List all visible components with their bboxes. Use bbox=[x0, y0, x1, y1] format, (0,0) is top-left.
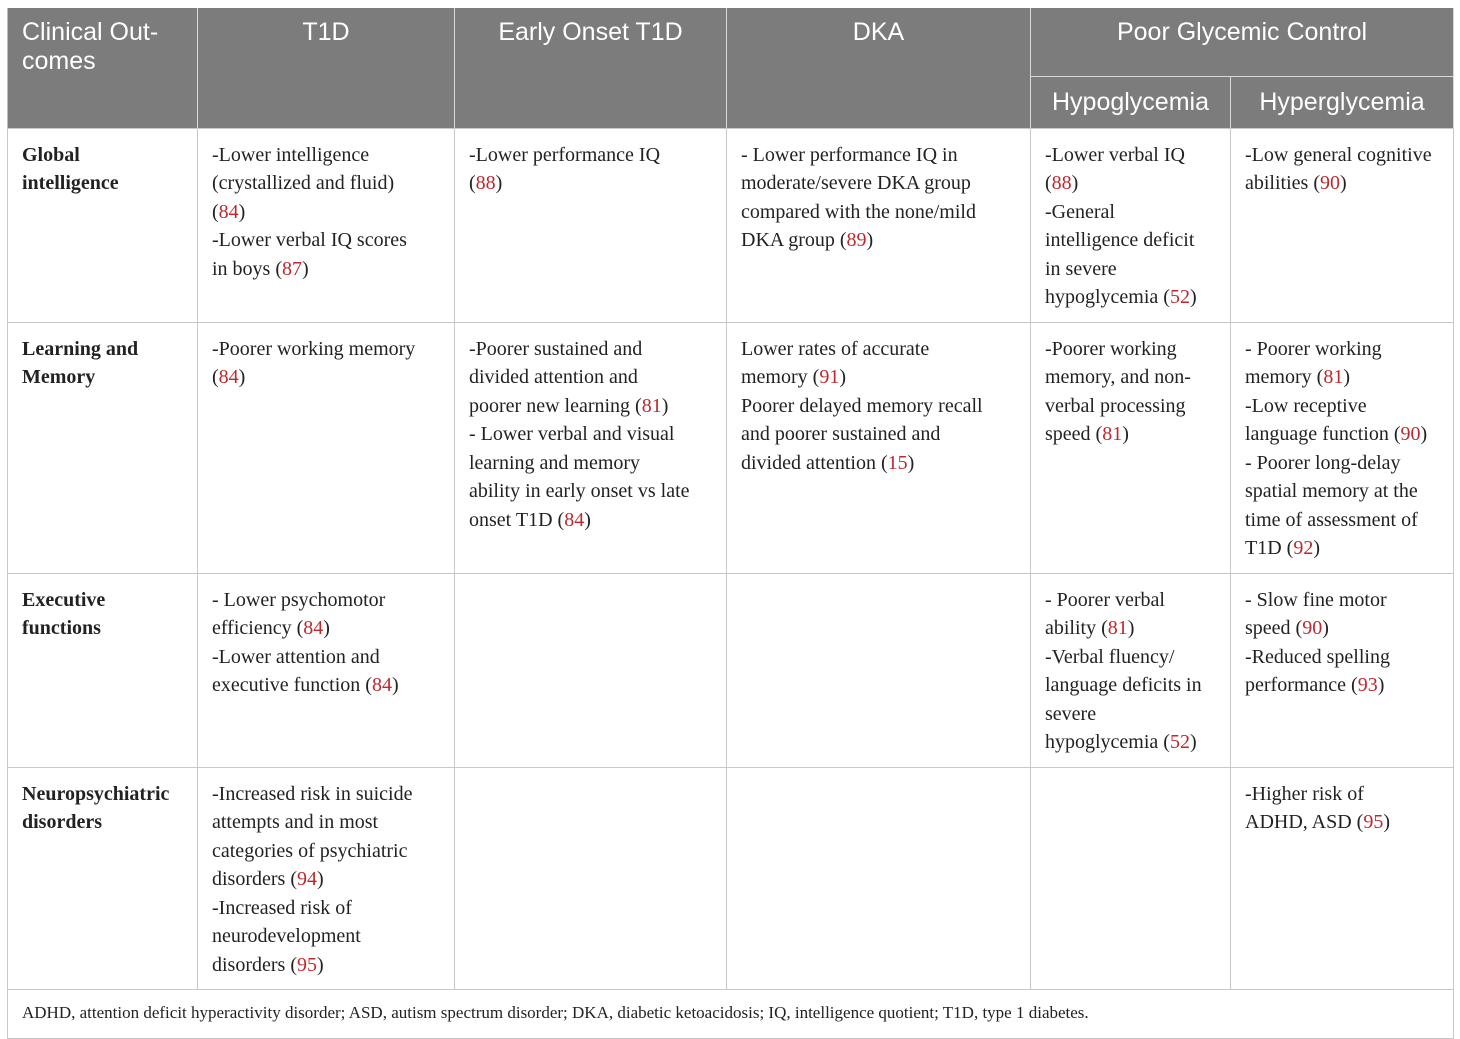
table-row bbox=[8, 322, 1454, 573]
cell-text: severe bbox=[1045, 702, 1097, 725]
cell-line bbox=[1245, 449, 1443, 478]
cell-text: time of assessment of bbox=[1245, 508, 1418, 531]
table-footnote: ADHD, attention deficit hyperactivity disorder; ASD, autism spectrum disorder; DKA, diabetic ketoacidosis; IQ, intelligence quotient; T1D, type 1 diabetes. bbox=[8, 990, 1454, 1039]
cell-line bbox=[1245, 141, 1443, 170]
row-label-line: disorders bbox=[22, 811, 102, 833]
cell-text: onset T1D ( bbox=[469, 508, 565, 531]
cell-text: compared with the none/mild bbox=[741, 200, 976, 223]
table-row bbox=[8, 767, 1454, 990]
cell-line bbox=[1245, 780, 1443, 809]
cell-text: spatial memory at the bbox=[1245, 480, 1418, 502]
cell-text: ) bbox=[1122, 423, 1129, 445]
header-hyperglycemia: Hyperglycemia bbox=[1231, 76, 1454, 128]
cell-line bbox=[212, 363, 444, 392]
cell-text: disorders ( bbox=[212, 953, 297, 976]
cell-text: ( bbox=[212, 200, 219, 223]
cell-line bbox=[1045, 283, 1220, 312]
cell-line bbox=[1245, 671, 1443, 700]
cell-hyperglycemia bbox=[1231, 573, 1454, 767]
cell-early-onset-t1d bbox=[455, 128, 727, 322]
citation-link[interactable]: 88 bbox=[475, 172, 496, 194]
cell-text: ) bbox=[661, 394, 669, 417]
cell-line bbox=[1245, 643, 1443, 672]
cell-line bbox=[741, 169, 1020, 198]
citation-link[interactable]: 81 bbox=[641, 394, 662, 417]
citation-link[interactable]: 81 bbox=[1102, 423, 1123, 445]
cell-line bbox=[469, 335, 716, 364]
cell-line bbox=[469, 392, 716, 421]
cell-text: language deficits in bbox=[1045, 674, 1202, 696]
citation-link[interactable]: 87 bbox=[282, 257, 302, 280]
header-t1d: T1D bbox=[198, 8, 455, 76]
cell-text: -Increased risk in suicide bbox=[212, 782, 413, 805]
cell-hyperglycemia bbox=[1231, 322, 1454, 573]
cell-line bbox=[1045, 728, 1220, 757]
cell-text: speed ( bbox=[1245, 617, 1303, 639]
cell-text: ) bbox=[495, 172, 503, 194]
cell-text: -General bbox=[1045, 200, 1115, 223]
cell-text: language function ( bbox=[1245, 423, 1401, 445]
cell-line bbox=[212, 922, 444, 951]
cell-hypoglycemia bbox=[1031, 767, 1231, 990]
cell-line bbox=[1045, 643, 1220, 672]
cell-line bbox=[212, 951, 444, 980]
cell-line bbox=[1045, 169, 1220, 198]
cell-text: ) bbox=[1189, 286, 1197, 308]
cell-text: -Verbal fluency/ bbox=[1045, 645, 1175, 668]
cell-text: hypoglycemia ( bbox=[1045, 286, 1170, 308]
header-hypoglycemia: Hypoglycemia bbox=[1031, 76, 1231, 128]
cell-line bbox=[741, 226, 1020, 255]
cell-text: ( bbox=[1045, 172, 1052, 194]
cell-early-onset-t1d bbox=[455, 767, 727, 990]
cell-line bbox=[741, 198, 1020, 227]
cell-text: speed ( bbox=[1045, 423, 1103, 445]
cell-hyperglycemia bbox=[1231, 767, 1454, 990]
cell-text: in severe bbox=[1045, 257, 1117, 280]
citation-link[interactable]: 84 bbox=[303, 617, 324, 639]
cell-text: DKA group ( bbox=[741, 229, 847, 251]
cell-text: ) bbox=[907, 451, 915, 474]
cell-text: memory ( bbox=[1245, 366, 1324, 388]
cell-hypoglycemia bbox=[1031, 128, 1231, 322]
cell-line bbox=[741, 363, 1020, 392]
row-label-line: functions bbox=[22, 617, 101, 639]
citation-link[interactable]: 15 bbox=[887, 451, 908, 474]
cell-line bbox=[212, 780, 444, 809]
cell-line bbox=[1245, 169, 1443, 198]
cell-text: ) bbox=[1343, 366, 1350, 388]
cell-text: neurodevelopment bbox=[212, 925, 361, 947]
cell-text: ) bbox=[316, 953, 324, 976]
citation-link[interactable]: 90 bbox=[1400, 423, 1421, 445]
cell-text: ) bbox=[1127, 617, 1135, 639]
table-row bbox=[8, 128, 1454, 322]
cell-text: ) bbox=[1383, 811, 1391, 833]
cell-text: hypoglycemia ( bbox=[1045, 731, 1170, 753]
cell-text: T1D ( bbox=[1245, 537, 1294, 559]
cell-line bbox=[1245, 335, 1443, 364]
citation-link[interactable]: 90 bbox=[1319, 172, 1340, 194]
header-empty-3 bbox=[727, 76, 1031, 128]
cell-text: -Increased risk of bbox=[212, 896, 352, 919]
cell-line bbox=[1045, 335, 1220, 364]
cell-text: -Lower attention and bbox=[212, 645, 380, 668]
citation-link[interactable]: 90 bbox=[1302, 617, 1323, 639]
cell-line bbox=[212, 643, 444, 672]
cell-text: -Lower intelligence bbox=[212, 143, 370, 166]
cell-line bbox=[469, 477, 716, 506]
cell-line bbox=[1045, 586, 1220, 615]
cell-line bbox=[469, 420, 716, 449]
cell-line bbox=[1245, 534, 1443, 563]
cell-line bbox=[469, 506, 716, 535]
row-label bbox=[8, 128, 198, 322]
cell-line bbox=[212, 808, 444, 837]
cell-text: divided attention and bbox=[469, 366, 638, 388]
cell-dka bbox=[727, 767, 1031, 990]
cell-line bbox=[212, 169, 444, 198]
cell-t1d bbox=[198, 128, 455, 322]
cell-line bbox=[1045, 700, 1220, 729]
row-label bbox=[8, 767, 198, 990]
cell-text: ) bbox=[1071, 172, 1079, 194]
cell-text: -Lower verbal IQ bbox=[1045, 143, 1185, 166]
cell-line bbox=[212, 141, 444, 170]
cell-text: intelligence deficit bbox=[1045, 229, 1195, 251]
citation-link[interactable]: 84 bbox=[218, 366, 239, 388]
cell-text: Lower rates of accurate bbox=[741, 337, 930, 360]
cell-text: memory ( bbox=[741, 366, 820, 388]
cell-text: divided attention ( bbox=[741, 451, 888, 474]
cell-line bbox=[212, 335, 444, 364]
cell-t1d bbox=[198, 573, 455, 767]
cell-line bbox=[1245, 808, 1443, 837]
cell-dka bbox=[727, 573, 1031, 767]
cell-text: -Low receptive bbox=[1245, 394, 1367, 417]
row-label-line: Executive bbox=[22, 588, 106, 611]
row-label-line: Global bbox=[22, 143, 80, 166]
cell-line bbox=[212, 226, 444, 255]
cell-text: poorer new learning ( bbox=[469, 394, 642, 417]
cell-line bbox=[1045, 614, 1220, 643]
row-label-line: Memory bbox=[22, 366, 96, 388]
cell-text: ) bbox=[866, 229, 874, 251]
cell-line bbox=[1245, 392, 1443, 421]
cell-text: - Lower verbal and visual bbox=[469, 423, 675, 445]
cell-line bbox=[1045, 363, 1220, 392]
cell-line bbox=[1245, 586, 1443, 615]
cell-text: -Poorer working bbox=[1045, 337, 1177, 360]
cell-text: ADHD, ASD ( bbox=[1245, 811, 1364, 833]
cell-line bbox=[1045, 255, 1220, 284]
citation-link[interactable]: 93 bbox=[1357, 674, 1378, 696]
cell-line bbox=[741, 420, 1020, 449]
cell-hyperglycemia bbox=[1231, 128, 1454, 322]
citation-link[interactable]: 95 bbox=[1363, 811, 1384, 833]
cell-text: ) bbox=[584, 508, 591, 531]
cell-dka bbox=[727, 322, 1031, 573]
cell-text: - Lower psychomotor bbox=[212, 588, 386, 611]
cell-text: in boys ( bbox=[212, 257, 282, 280]
cell-line bbox=[469, 363, 716, 392]
cell-text: -Higher risk of bbox=[1245, 782, 1364, 805]
citation-link[interactable]: 95 bbox=[296, 953, 317, 976]
citation-link[interactable]: 89 bbox=[846, 229, 867, 251]
citation-link[interactable]: 52 bbox=[1169, 286, 1190, 308]
cell-text: - Slow fine motor bbox=[1245, 588, 1387, 611]
row-label-line: Neuropsychiatric bbox=[22, 782, 170, 805]
cell-text: categories of psychiatric bbox=[212, 839, 408, 862]
outcomes-table-container bbox=[7, 8, 1453, 1039]
cell-hypoglycemia bbox=[1031, 573, 1231, 767]
cell-text: memory, and non- bbox=[1045, 366, 1191, 388]
cell-text: ) bbox=[1189, 731, 1197, 753]
cell-text: - Poorer verbal bbox=[1045, 588, 1165, 611]
cell-text: ) bbox=[1377, 674, 1385, 696]
header-empty-1 bbox=[198, 76, 455, 128]
cell-early-onset-t1d bbox=[455, 322, 727, 573]
cell-text: verbal processing bbox=[1045, 394, 1186, 417]
cell-text: -Poorer sustained and bbox=[469, 337, 643, 360]
cell-early-onset-t1d bbox=[455, 573, 727, 767]
cell-text: -Lower verbal IQ scores bbox=[212, 229, 407, 251]
cell-line bbox=[1045, 198, 1220, 227]
citation-link[interactable]: 88 bbox=[1051, 172, 1072, 194]
row-label-line: intelligence bbox=[22, 172, 119, 194]
header-dka: DKA bbox=[727, 8, 1031, 76]
cell-line bbox=[1045, 420, 1220, 449]
cell-line bbox=[741, 392, 1020, 421]
cell-text: ability in early onset vs late bbox=[469, 480, 690, 502]
cell-text: abilities ( bbox=[1245, 172, 1320, 194]
cell-text: learning and memory bbox=[469, 451, 641, 474]
citation-link[interactable]: 84 bbox=[564, 508, 585, 531]
cell-text: ) bbox=[1339, 172, 1347, 194]
clinical-outcomes-table bbox=[7, 8, 1454, 1039]
cell-line bbox=[212, 894, 444, 923]
row-label bbox=[8, 322, 198, 573]
citation-link[interactable]: 84 bbox=[218, 200, 239, 223]
cell-line bbox=[469, 449, 716, 478]
cell-line bbox=[1245, 506, 1443, 535]
cell-line bbox=[469, 141, 716, 170]
cell-line bbox=[212, 837, 444, 866]
cell-text: performance ( bbox=[1245, 674, 1358, 696]
citation-link[interactable]: 91 bbox=[819, 366, 840, 388]
cell-line bbox=[212, 671, 444, 700]
header-early-onset-t1d: Early Onset T1D bbox=[455, 8, 727, 76]
cell-line bbox=[469, 169, 716, 198]
header-empty-0 bbox=[8, 76, 198, 128]
cell-t1d bbox=[198, 322, 455, 573]
cell-text: ( bbox=[469, 172, 476, 194]
cell-line bbox=[1045, 671, 1220, 700]
cell-line bbox=[212, 865, 444, 894]
cell-text: ) bbox=[238, 200, 246, 223]
cell-text: ) bbox=[391, 674, 399, 696]
cell-text: ( bbox=[212, 366, 219, 388]
cell-text: ) bbox=[238, 366, 246, 388]
cell-line bbox=[741, 141, 1020, 170]
cell-text: ) bbox=[323, 617, 330, 639]
citation-link[interactable]: 84 bbox=[371, 674, 392, 696]
cell-line bbox=[1245, 614, 1443, 643]
cell-line bbox=[1245, 363, 1443, 392]
cell-line bbox=[741, 449, 1020, 478]
cell-text: and poorer sustained and bbox=[741, 423, 941, 445]
cell-text: -Lower performance IQ bbox=[469, 143, 661, 166]
cell-text: Poorer delayed memory recall bbox=[741, 394, 983, 417]
cell-t1d bbox=[198, 767, 455, 990]
citation-link[interactable]: 52 bbox=[1169, 731, 1190, 753]
citation-link[interactable]: 81 bbox=[1107, 617, 1128, 639]
cell-line bbox=[1245, 420, 1443, 449]
cell-line bbox=[212, 586, 444, 615]
row-label-line: Learning and bbox=[22, 337, 139, 360]
cell-text: ) bbox=[316, 868, 324, 890]
cell-text: moderate/severe DKA group bbox=[741, 172, 971, 194]
citation-link[interactable]: 92 bbox=[1293, 537, 1314, 559]
cell-line bbox=[741, 335, 1020, 364]
row-label bbox=[8, 573, 198, 767]
header-clinical-outcomes: Clinical Out- comes bbox=[8, 8, 198, 76]
cell-text: attempts and in most bbox=[212, 811, 379, 833]
cell-line bbox=[212, 198, 444, 227]
header-empty-2 bbox=[455, 76, 727, 128]
cell-text: -Poorer working memory bbox=[212, 337, 416, 360]
cell-text: ability ( bbox=[1045, 617, 1108, 639]
cell-text: efficiency ( bbox=[212, 617, 304, 639]
cell-text: executive function ( bbox=[212, 674, 372, 696]
cell-line bbox=[1045, 392, 1220, 421]
cell-text: ) bbox=[1420, 423, 1428, 445]
cell-text: -Low general cognitive bbox=[1245, 143, 1432, 166]
citation-link[interactable]: 81 bbox=[1323, 366, 1344, 388]
cell-text: - Poorer working bbox=[1245, 337, 1382, 360]
cell-text: disorders ( bbox=[212, 868, 297, 890]
cell-text: ) bbox=[1322, 617, 1329, 639]
cell-hypoglycemia bbox=[1031, 322, 1231, 573]
cell-text: - Lower performance IQ in bbox=[741, 143, 958, 166]
cell-text: ) bbox=[839, 366, 846, 388]
cell-text: -Reduced spelling bbox=[1245, 645, 1390, 668]
cell-text: - Poorer long-delay bbox=[1245, 451, 1401, 474]
cell-text: ) bbox=[302, 257, 309, 280]
cell-line bbox=[212, 614, 444, 643]
cell-line bbox=[1045, 226, 1220, 255]
citation-link[interactable]: 94 bbox=[296, 868, 317, 890]
cell-text: (crystallized and fluid) bbox=[212, 172, 395, 194]
header-poor-glycemic-control: Poor Glycemic Control bbox=[1031, 8, 1454, 76]
table-row bbox=[8, 573, 1454, 767]
cell-dka bbox=[727, 128, 1031, 322]
cell-text: ) bbox=[1313, 537, 1320, 559]
cell-line bbox=[1045, 141, 1220, 170]
cell-line bbox=[212, 255, 444, 284]
cell-line bbox=[1245, 477, 1443, 506]
